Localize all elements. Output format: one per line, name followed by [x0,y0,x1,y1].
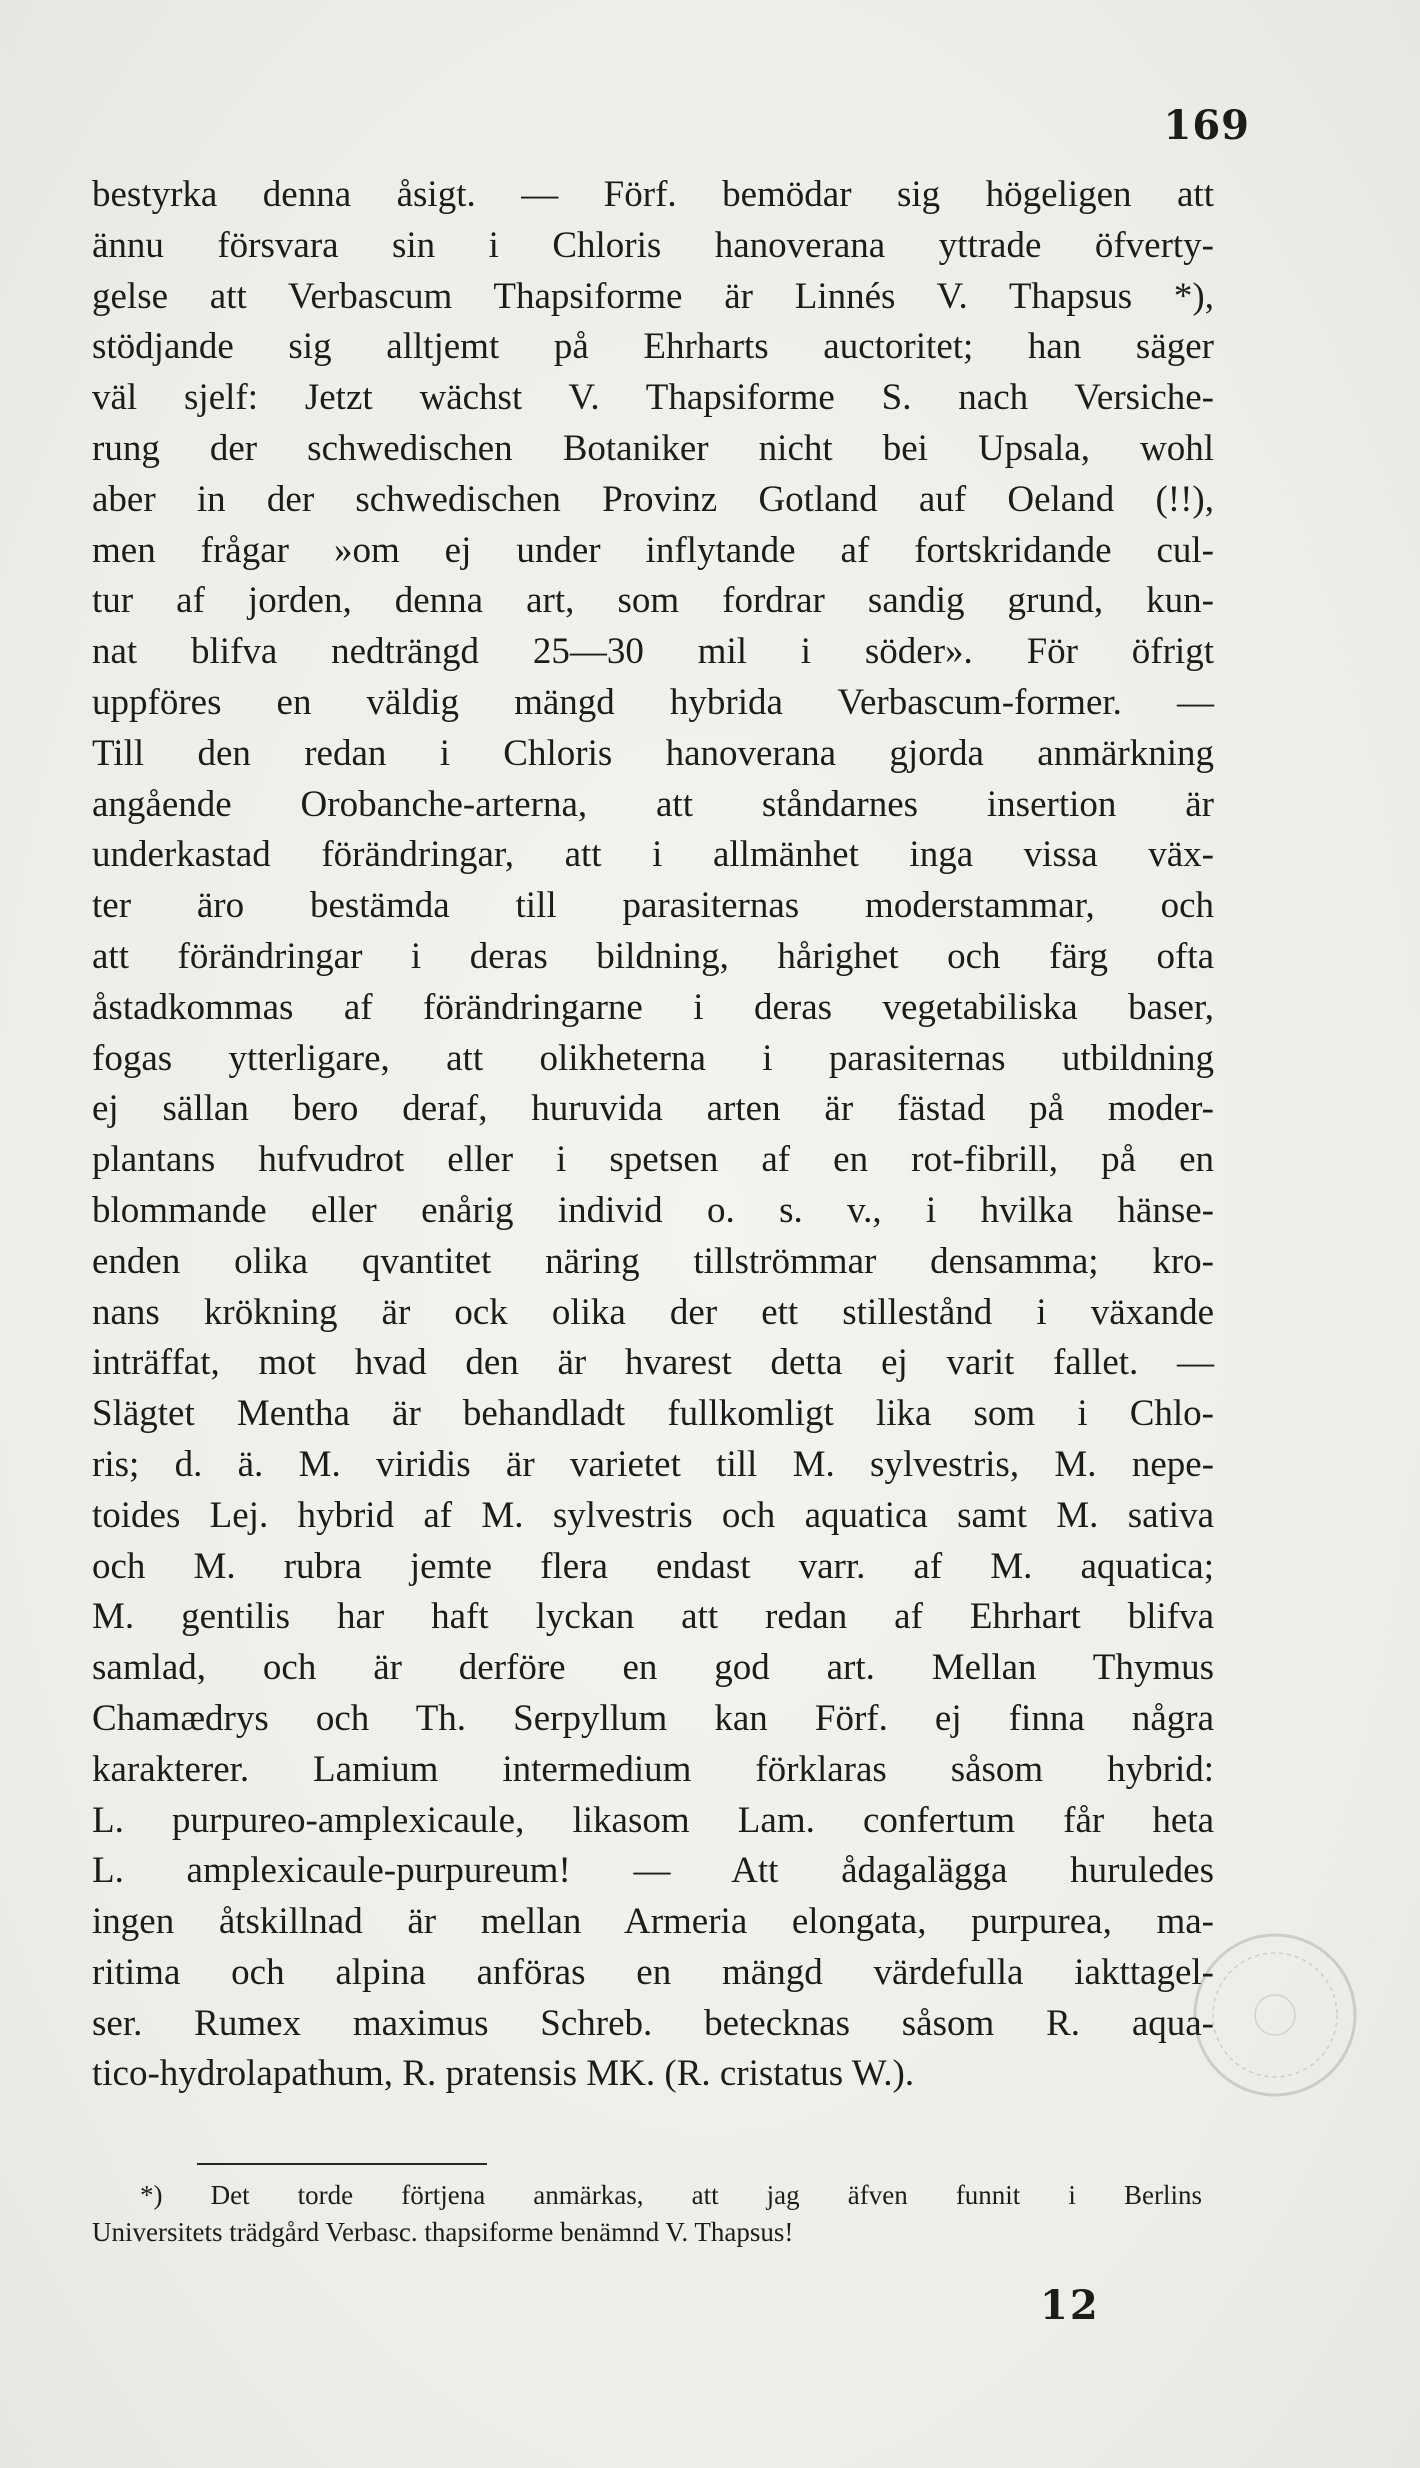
footnote-line: Universitets trädgård Verbasc. thapsiforme benämnd V. Thapsus! [92,2217,794,2247]
text-line: åstadkommas af förändringarne i deras vegetabiliska baser, [92,986,1214,1028]
text-line: L. amplexicaule-purpureum! — Att ådagalägga huruledes [92,1850,1214,1892]
text-line: gelse att Verbascum Thapsiforme är Linnés V. Thapsus *), [92,275,1214,317]
body-text [92,170,1214,2100]
text-line: men frågar »om ej under inflytande af fortskridande cul- [92,529,1214,571]
signature-mark: 12 [1040,2282,1100,2329]
text-line: ej sällan bero deraf, huruvida arten är fästad på moder- [92,1088,1214,1130]
footnote-rule [197,2163,487,2165]
text-line: samlad, och är derföre en god art. Mellan Thymus [92,1647,1214,1689]
text-line: stödjande sig alltjemt på Ehrharts auctoritet; han säger [92,326,1214,368]
text-line: ingen åtskillnad är mellan Armeria elongata, purpurea, ma- [92,1901,1214,1943]
footnotes [92,2163,1202,2251]
text-line: inträffat, mot hvad den är hvarest detta ej varit fallet. — [92,1342,1214,1384]
text-line: ännu försvara sin i Chloris hanoverana yttrade öfverty- [92,224,1214,266]
page-number: 169 [1163,102,1250,149]
text-line: tico-hydrolapathum, R. pratensis MK. (R. cristatus W.). [92,2053,915,2095]
text-line: och M. rubra jemte flera endast varr. af M. aquatica; [92,1545,1214,1587]
text-line: fogas ytterligare, att olikheterna i parasiternas utbildning [92,1037,1214,1079]
text-line: karakterer. Lamium intermedium förklaras såsom hybrid: [92,1748,1214,1790]
text-line: L. purpureo-amplexicaule, likasom Lam. confertum får heta [92,1799,1214,1841]
text-line: underkastad förändringar, att i allmänhet inga vissa väx- [92,834,1214,876]
text-line: Till den redan i Chloris hanoverana gjorda anmärkning [92,732,1214,774]
text-line: rung der schwedischen Botaniker nicht bei Upsala, wohl [92,427,1214,469]
text-line: aber in der schwedischen Provinz Gotland auf Oeland (!!), [92,478,1214,520]
text-line: nans krökning är ock olika der ett stillestånd i växande [92,1291,1214,1333]
text-line: ter äro bestämda till parasiternas moderstammar, och [92,885,1214,927]
text-line: väl sjelf: Jetzt wächst V. Thapsiforme S. nach Versiche- [92,377,1214,419]
text-line: plantans hufvudrot eller i spetsen af en rot-fibrill, på en [92,1139,1214,1181]
text-line: blommande eller enårig individ o. s. v., i hvilka hänse- [92,1189,1214,1231]
text-line: uppföres en väldig mängd hybrida Verbascum-former. — [92,681,1214,723]
text-line: Slägtet Mentha är behandladt fullkomligt lika som i Chlo- [92,1393,1214,1435]
text-line: nat blifva nedträngd 25—30 mil i söder». För öfrigt [92,631,1214,673]
text-line: ritima och alpina anföras en mängd värdefulla iakttagel- [92,1951,1214,1993]
text-line: toides Lej. hybrid af M. sylvestris och aquatica samt M. sativa [92,1494,1214,1536]
text-line: ser. Rumex maximus Schreb. betecknas såsom R. aqua- [92,2002,1214,2044]
text-line: att förändringar i deras bildning, hårighet och färg ofta [92,935,1214,977]
text-line: tur af jorden, denna art, som fordrar sandig grund, kun- [92,580,1214,622]
text-line: enden olika qvantitet näring tillströmmar densamma; kro- [92,1240,1214,1282]
text-line: ris; d. ä. M. viridis är varietet till M. sylvestris, M. nepe- [92,1443,1214,1485]
text-line: bestyrka denna åsigt. — Förf. bemödar sig högeligen att [92,174,1214,215]
text-line: M. gentilis har haft lyckan att redan af Ehrhart blifva [92,1596,1214,1638]
text-line: Chamædrys och Th. Serpyllum kan Förf. ej finna några [92,1697,1214,1739]
footnote-line: *) Det torde förtjena anmärkas, att jag äfven funnit i Berlins [140,2180,1202,2210]
text-line: angående Orobanche-arterna, att ståndarnes insertion är [92,783,1214,825]
